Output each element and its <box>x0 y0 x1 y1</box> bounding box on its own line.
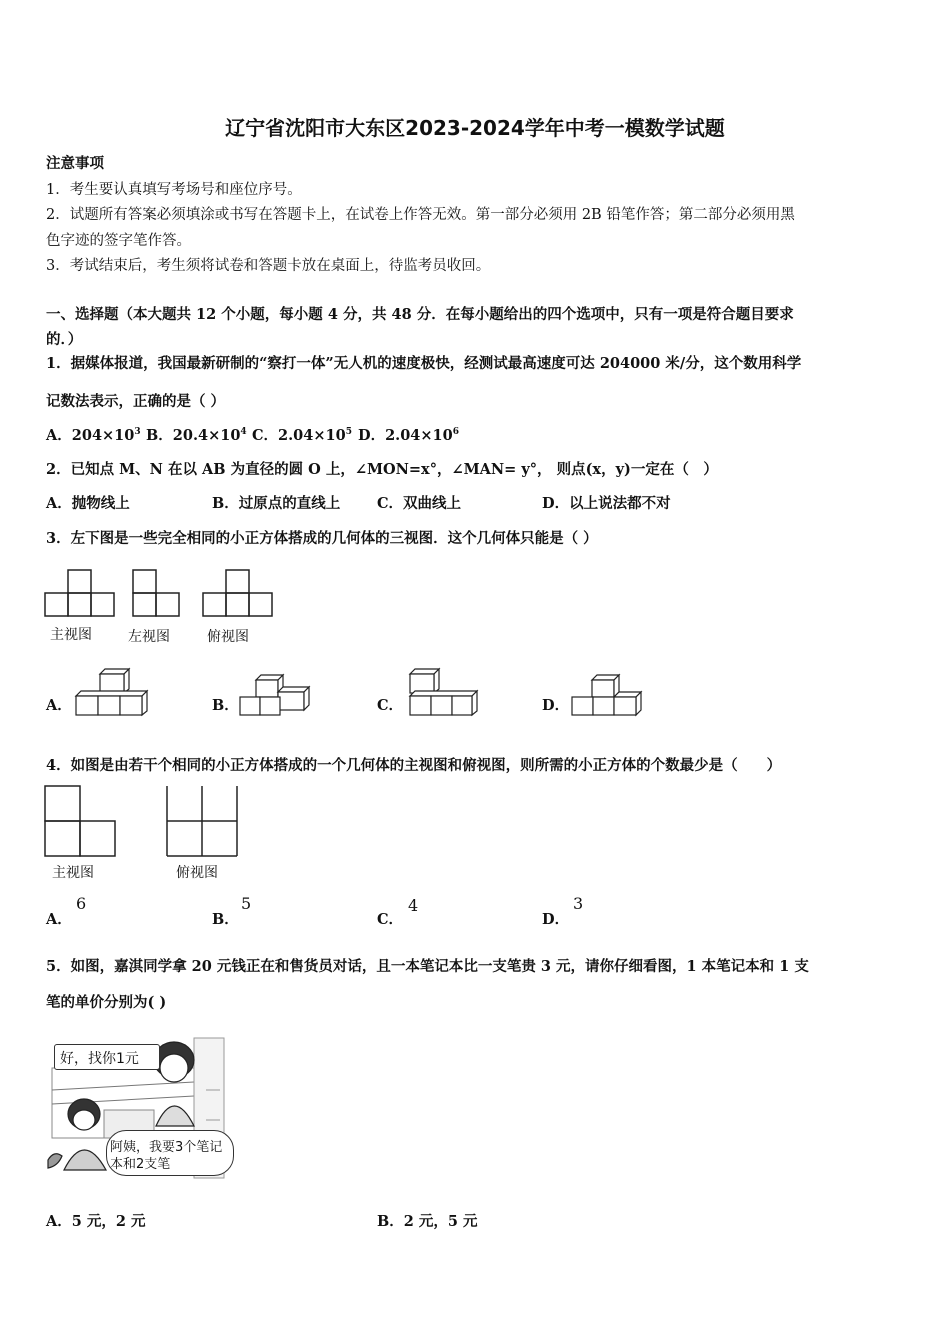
option-b-value: 5 <box>241 894 252 913</box>
option-d: D． <box>542 697 570 714</box>
speech-bubble-text: 好，找你1元 <box>60 1051 139 1067</box>
view-label: 俯视图 <box>207 629 249 645</box>
option-a-solid <box>74 666 148 718</box>
option-a: A． <box>46 697 72 714</box>
option-d: D． <box>542 911 570 928</box>
option-b: B． <box>212 697 239 714</box>
question-5-stem: 5．如图，嘉淇同学拿 20 元钱正在和售货员对话，且一本笔记本比一支笔贵 3 元，请你仔细看图，1 本笔记本和 1 支 <box>46 958 809 975</box>
notice-item: 色字迹的签字笔作答。 <box>46 233 191 249</box>
option-b: B．$20.4\times 10^4$ <box>146 427 247 444</box>
option-c: C． <box>377 911 404 928</box>
option-b: B．2 元，5 元 <box>377 1213 478 1230</box>
view-label: 左视图 <box>128 629 170 645</box>
view-label: 主视图 <box>50 627 92 643</box>
question-1-stem-cont: 记数法表示，正确的是（ ） <box>46 393 226 410</box>
speech-bubble-text: 本和2支笔 <box>110 1157 171 1172</box>
option-a-value: 6 <box>76 894 87 913</box>
top-view-figure <box>202 566 274 618</box>
view-label: 主视图 <box>52 865 94 881</box>
front-view-figure <box>44 566 116 618</box>
option-b: B． <box>212 911 239 928</box>
option-a: A． <box>46 911 72 928</box>
option-d-solid <box>570 672 644 720</box>
question-4-stem: 4．如图是由若干个相同的小正方体搭成的一个几何体的主视图和俯视图，则所需的小正方体的个数最少是（ ） <box>46 757 782 774</box>
option-d: D．以上说法都不对 <box>542 495 671 512</box>
option-a: A．抛物线上 <box>46 495 130 512</box>
option-c-solid <box>404 666 478 718</box>
shop-dialogue-illustration <box>44 1030 244 1188</box>
option-b-solid <box>238 672 312 720</box>
option-b: B．过原点的直线上 <box>212 495 341 512</box>
option-a: A．5 元，2 元 <box>46 1213 146 1230</box>
question-3-stem: 3．左下图是一些完全相同的小正方体搭成的几何体的三视图．这个几何体只能是（ ） <box>46 530 598 547</box>
option-d-value: 3 <box>573 894 584 913</box>
section-heading: 一、选择题（本大题共 12 个小题，每小题 4 分，共 48 分．在每小题给出的四个选项中，只有一项是符合题目要求 <box>46 306 794 323</box>
option-c-value: 4 <box>408 896 419 915</box>
option-c: C． <box>377 697 404 714</box>
view-label: 俯视图 <box>176 865 218 881</box>
question-5-stem-cont: 笔的单价分别为( ) <box>46 994 167 1011</box>
left-view-figure <box>132 566 182 618</box>
section-heading-cont: 的．） <box>46 331 83 348</box>
question-1-stem: 1．据媒体报道，我国最新研制的“察打一体”无人机的速度极快，经测试最高速度可达 204000 米/分，这个数用科学 <box>46 355 802 372</box>
notice-item: 1．考生要认真填写考场号和座位序号。 <box>46 182 302 198</box>
notice-item: 3．考试结束后，考生须将试卷和答题卡放在桌面上，待监考员收回。 <box>46 258 491 274</box>
notice-item: 2．试题所有答案必须填涂或书写在答题卡上，在试卷上作答无效。第一部分必须用 2B 铅笔作答；第二部分必须用黑 <box>46 207 795 223</box>
notice-heading: 注意事项 <box>46 155 104 172</box>
speech-bubble-text: 阿姨，我要3个笔记 <box>110 1140 223 1155</box>
option-d: D．$2.04\times 10^6$ <box>358 427 459 444</box>
front-view-figure <box>44 785 118 857</box>
top-view-figure <box>166 785 240 857</box>
option-a: A．$204\times 10^3$ <box>46 427 141 444</box>
option-c: C．$2.04\times 10^5$ <box>252 427 352 444</box>
question-2-stem: 2．已知点 M、N 在以 AB 为直径的圆 O 上，∠MON=x°，∠MAN= y°， 则点(x，y)一定在（ ） <box>46 461 718 478</box>
option-c: C．双曲线上 <box>377 495 462 512</box>
page-title: 辽宁省沈阳市大东区2023-2024学年中考一模数学试题 <box>225 116 725 140</box>
